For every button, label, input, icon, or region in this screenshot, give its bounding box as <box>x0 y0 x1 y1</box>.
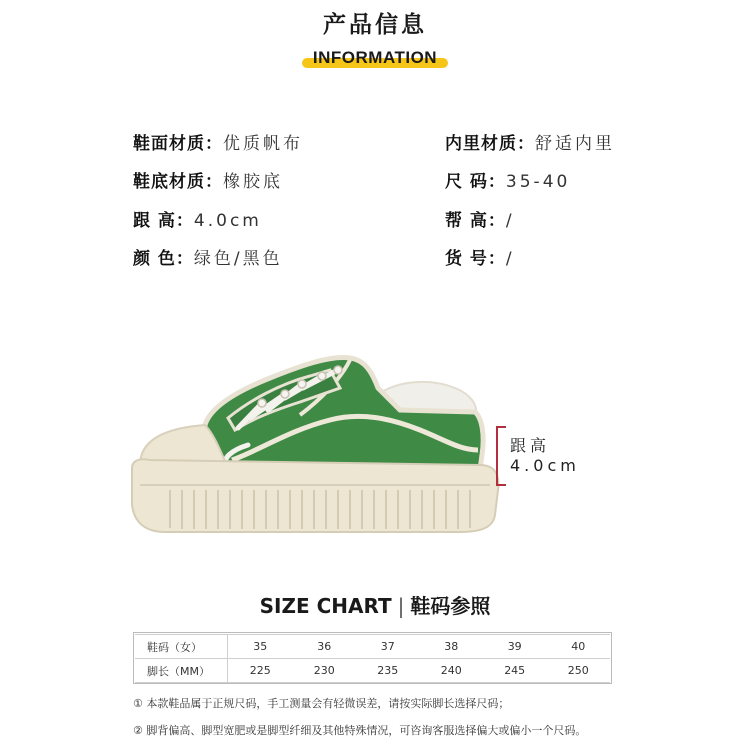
info-label: 帮 高： <box>445 211 506 231</box>
info-label: 颜 色： <box>133 249 194 269</box>
info-size-range <box>445 169 570 195</box>
note-1: ① 本款鞋品属于正规尺码，手工测量会有轻微误差，请按实际脚长选择尺码； <box>133 697 510 710</box>
heel-label-line1: 跟高 <box>510 436 551 455</box>
info-color <box>133 246 283 272</box>
heel-height-bracket <box>496 426 506 486</box>
info-value: 舒适内里 <box>535 134 615 154</box>
banner-text: INFORMATION <box>312 48 438 67</box>
page-title: 产品信息 <box>323 12 427 38</box>
size-chart-title-en: SIZE CHART <box>259 594 392 618</box>
size-chart-table <box>135 634 610 683</box>
table-cell: 40 <box>546 635 610 659</box>
info-value: / <box>505 211 515 231</box>
table-row <box>135 635 610 659</box>
table-cell: 39 <box>483 635 546 659</box>
info-value: 35-40 <box>505 172 571 192</box>
table-cell: 36 <box>293 635 356 659</box>
info-heel-height <box>133 208 262 234</box>
table-cell: 35 <box>228 635 293 659</box>
info-label: 鞋底材质： <box>133 172 223 192</box>
table-cell: 235 <box>356 659 419 683</box>
info-item-number <box>445 246 515 272</box>
table-cell: 240 <box>419 659 482 683</box>
information-banner <box>0 46 750 74</box>
info-label: 跟 高： <box>133 211 194 231</box>
info-upper-height <box>445 208 515 234</box>
note-2: ② 脚背偏高、脚型宽肥或是脚型纤细及其他特殊情况，可咨询客服选择偏大或偏小一个尺码。 <box>133 724 587 737</box>
info-value: 优质帆布 <box>223 134 303 154</box>
info-value: / <box>505 249 515 269</box>
table-cell: 250 <box>546 659 610 683</box>
info-value: 橡胶底 <box>223 172 283 192</box>
row-header: 脚长（MM） <box>135 659 228 683</box>
heel-height-label <box>510 436 580 476</box>
table-cell: 230 <box>293 659 356 683</box>
info-sole-material <box>133 169 283 195</box>
table-cell: 245 <box>483 659 546 683</box>
info-value: 绿色/黑色 <box>193 249 283 269</box>
info-label: 内里材质： <box>445 134 535 154</box>
shoe-product-image <box>0 300 750 560</box>
info-upper-material <box>133 131 303 157</box>
size-chart-title-cn: 鞋码参照 <box>410 594 491 618</box>
table-cell: 225 <box>228 659 293 683</box>
size-chart-title <box>0 590 750 619</box>
info-label: 鞋面材质： <box>133 134 223 154</box>
table-cell: 37 <box>356 635 419 659</box>
info-label: 货 号： <box>445 249 506 269</box>
heel-label-line2: 4.0cm <box>510 456 580 475</box>
title-separator: | <box>397 594 405 618</box>
row-header: 鞋码（女） <box>135 635 228 659</box>
info-value: 4.0cm <box>193 211 262 231</box>
table-row <box>135 659 610 683</box>
table-cell: 38 <box>419 635 482 659</box>
info-label: 尺 码： <box>445 172 506 192</box>
info-lining-material <box>445 131 615 157</box>
